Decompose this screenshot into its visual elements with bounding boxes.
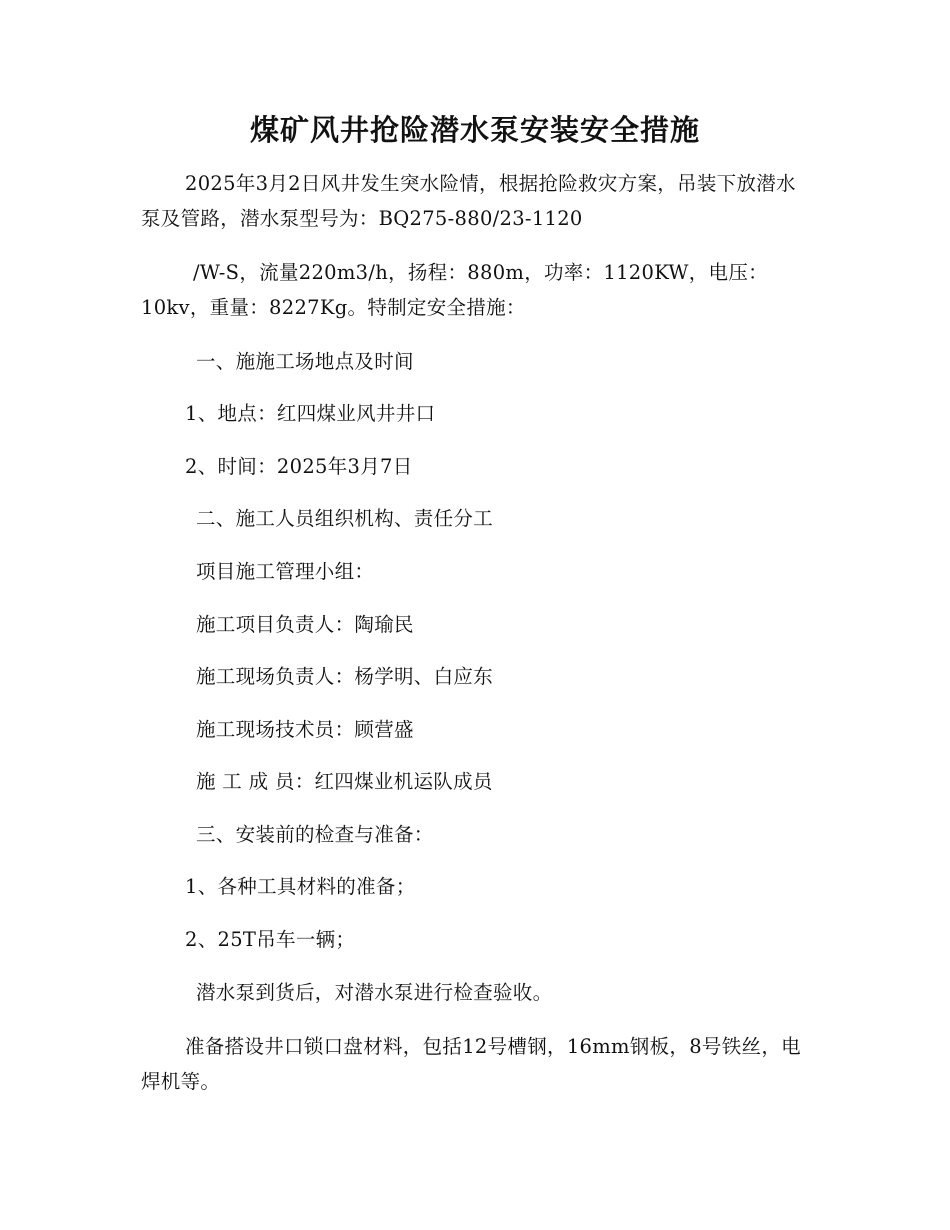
intro-paragraph-2: /W-S，流量220m3/h，扬程：880m，功率：1120KW，电压：10kv，重量：8227Kg。特制定安全措施： [141,261,768,319]
intro-paragraph-1: 2025年3月2日风井发生突水险情，根据抢险救灾方案，吊装下放潜水泵及管路，潜水泵型号为：BQ275-880/23-1120 [141,172,796,230]
prep-item-1: 1、各种工具材料的准备； [185,875,416,898]
project-lead-line: 施工项目负责人：陶瑜民 [196,613,414,636]
inspection-line: 潜水泵到货后，对潜水泵进行检查验收。 [196,981,553,1004]
section-2-heading: 二、施工人员组织机构、责任分工 [196,507,494,530]
team-heading: 项目施工管理小组： [196,560,375,583]
document-title: 煤矿风井抢险潜水泵安装安全措施 [249,113,700,147]
materials-paragraph: 准备搭设井口锁口盘材料，包括12号槽钢，16mm钢板，8号铁丝，电焊机等。 [141,1035,801,1093]
site-tech-line: 施工现场技术员：顾营盛 [196,718,414,741]
crew-line: 施 工 成 员：红四煤业机运队成员 [196,770,493,793]
site-leads-line: 施工现场负责人：杨学明、白应东 [196,665,494,688]
location-line: 1、地点：红四煤业风井井口 [185,402,436,425]
time-line: 2、时间：2025年3月7日 [185,455,413,478]
section-1-heading: 一、施施工场地点及时间 [196,350,414,373]
section-3-heading: 三、安装前的检查与准备： [196,823,434,846]
prep-item-2: 2、25T吊车一辆； [185,928,356,951]
